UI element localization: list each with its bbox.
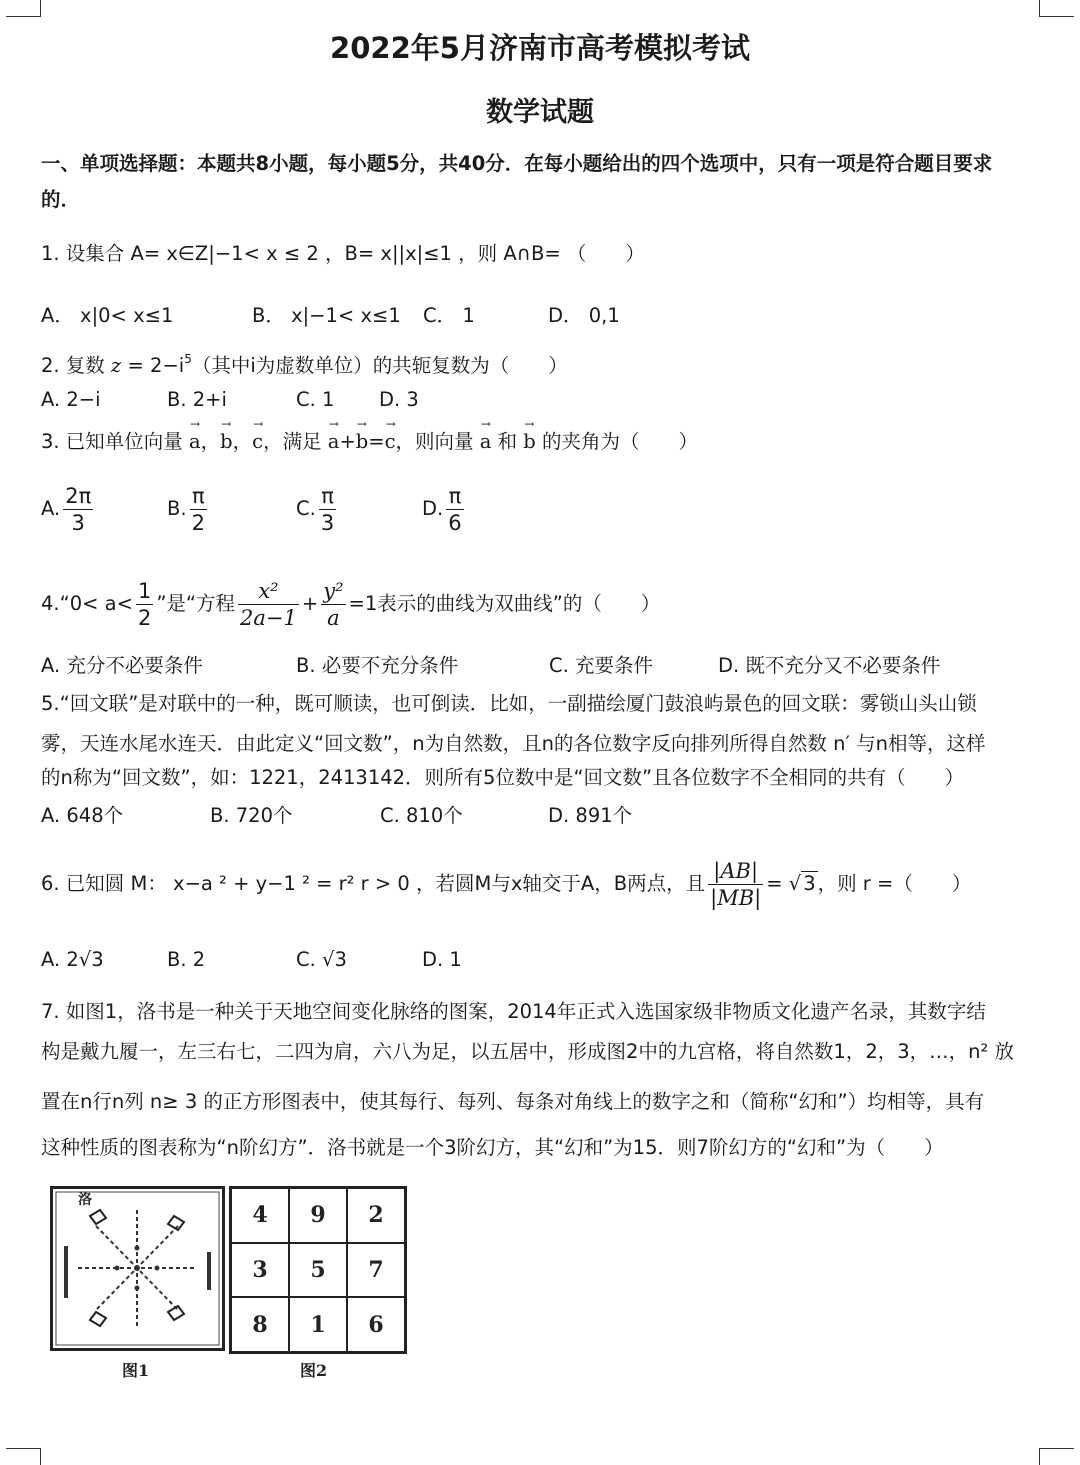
exam-subtitle: 数学试题: [486, 97, 594, 128]
q2-option-a: A. 2−i: [41, 388, 101, 411]
q5-option-c: C. 810个: [380, 804, 463, 827]
q7-stem-line1: 7. 如图1，洛书是一种关于天地空间变化脉络的图案，2014年正式入选国家级非物质文化遗产名录，其数字结: [41, 1000, 986, 1023]
grid-cell: 9: [289, 1188, 347, 1243]
q5-option-d: D. 891个: [548, 804, 633, 827]
grid-cell: 3: [231, 1243, 289, 1298]
crop-mark-bottom-left: [6, 1448, 41, 1465]
crop-mark-top-right: [1039, 0, 1074, 17]
grid-cell: 5: [289, 1243, 347, 1298]
q5-stem-line1: 5.“回文联”是对联中的一种，既可顺读，也可倒读．比如，一副描绘厦门鼓浪屿景色的回文联：雾锁山头山锁: [41, 692, 977, 715]
q1-option-d: D． 0,1: [548, 304, 620, 327]
figure1-caption: 图1: [122, 1361, 150, 1380]
q2-option-c: C. 1: [296, 388, 335, 411]
q5-option-b: B. 720个: [210, 804, 293, 827]
q4-option-d: D. 既不充分又不必要条件: [718, 654, 941, 677]
q7-stem-line3: 置在n行n列 n≥ 3 的正方形图表中，使其每行、每列、每条对角线上的数字之和（简称“幻和”）均相等，具有: [41, 1090, 985, 1113]
q5-stem-line3: 的n称为“回文数”，如：1221，2413142．则所有5位数中是“回文数”且各位数字不全相同的共有（ ）: [41, 766, 965, 789]
q2-option-b: B. 2+i: [167, 388, 227, 411]
q2-stem: 2. 复数 $z = 2-i^5$（其中i为虚数单位）的共轭复数为（ ）: [41, 352, 568, 377]
q3-option-a: A. $\frac{2\pi}{3}$: [41, 484, 92, 535]
q6-option-b: B. 2: [167, 948, 206, 971]
luoshu-label: 洛: [78, 1192, 92, 1208]
q3-option-c: C. $\frac{\pi}{3}$: [296, 484, 335, 535]
grid-cell: 6: [347, 1297, 405, 1352]
grid-cell: 1: [289, 1297, 347, 1352]
grid-cell: 7: [347, 1243, 405, 1298]
q1-stem: 1. 设集合 A= x∈Z|−1< x ≤ 2 ，B= x||x|≤1 ，则 A∩B= （ ）: [41, 242, 645, 265]
q1-option-b: B． x|−1< x≤1: [252, 304, 401, 327]
q6-option-c: C. √3: [296, 948, 347, 971]
grid-cell: 4: [231, 1188, 289, 1243]
q5-option-a: A. 648个: [41, 804, 124, 827]
magic-square-grid: [229, 1186, 407, 1354]
q6-option-d: D. 1: [422, 948, 462, 971]
q4-option-b: B. 必要不充分条件: [296, 654, 459, 677]
q4-option-a: A. 充分不必要条件: [41, 654, 203, 677]
q6-stem: 6. 已知圆 M： x−a ² + y−1 ² = r² r > 0 ，若圆M与x轴交于A，B两点，且 $\frac{|AB|}{|MB|}$ = √ 3 ，则 r =（ ）: [41, 859, 972, 910]
q5-stem-line2: 雾，天连水尾水连天．由此定义“回文数”，n为自然数，且n的各位数字反向排列所得自然数 n′ 与n相等，这样: [41, 732, 986, 755]
q2-option-d: D. 3: [379, 388, 419, 411]
crop-mark-top-left: [6, 0, 41, 17]
grid-cell: 2: [347, 1188, 405, 1243]
q3-option-b: B. $\frac{\pi}{2}$: [167, 484, 205, 535]
q3-stem: 3. 已知单位向量 → a，→ b，→ c，满足 → a+→ b=→ c，则向量 → a 和 → b 的夹角为（ ）: [41, 426, 698, 454]
q7-stem-line4: 这种性质的图表称为“n阶幻方”．洛书就是一个3阶幻方，其“幻和”为15．则7阶幻方的“幻和”为（ ）: [41, 1136, 944, 1159]
q1-option-a: A． x|0< x≤1: [41, 304, 174, 327]
q4-option-c: C. 充要条件: [549, 654, 654, 677]
grid-cell: 8: [231, 1297, 289, 1352]
section-instructions-end: 的．: [41, 188, 81, 211]
luoshu-figure: [50, 1186, 225, 1351]
q7-stem-line2: 构是戴九履一，左三右七，二四为肩，六八为足，以五居中，形成图2中的九宫格，将自然数1，2，3，…，n² 放: [41, 1040, 1015, 1063]
q6-option-a: A. 2√3: [41, 948, 104, 971]
section-instructions: 一、单项选择题：本题共8小题，每小题5分，共40分．在每小题给出的四个选项中，只有一项是符合题目要求: [41, 152, 993, 175]
exam-title: 2022年5月济南市高考模拟考试: [330, 31, 750, 65]
q1-option-c: C． 1: [423, 304, 475, 327]
q4-stem: 4.“0< a< $\frac{1}{2}$ ”是“方程 $\frac{\text{x²}}{2a-1}$ + $\frac{\text{y²}}{a}$ =1表示的曲线为双曲线”的（ ）: [41, 579, 661, 630]
q3-option-d: D. $\frac{\pi}{6}$: [422, 484, 462, 535]
crop-mark-bottom-right: [1039, 1448, 1074, 1465]
figure2-caption: 图2: [300, 1361, 328, 1380]
